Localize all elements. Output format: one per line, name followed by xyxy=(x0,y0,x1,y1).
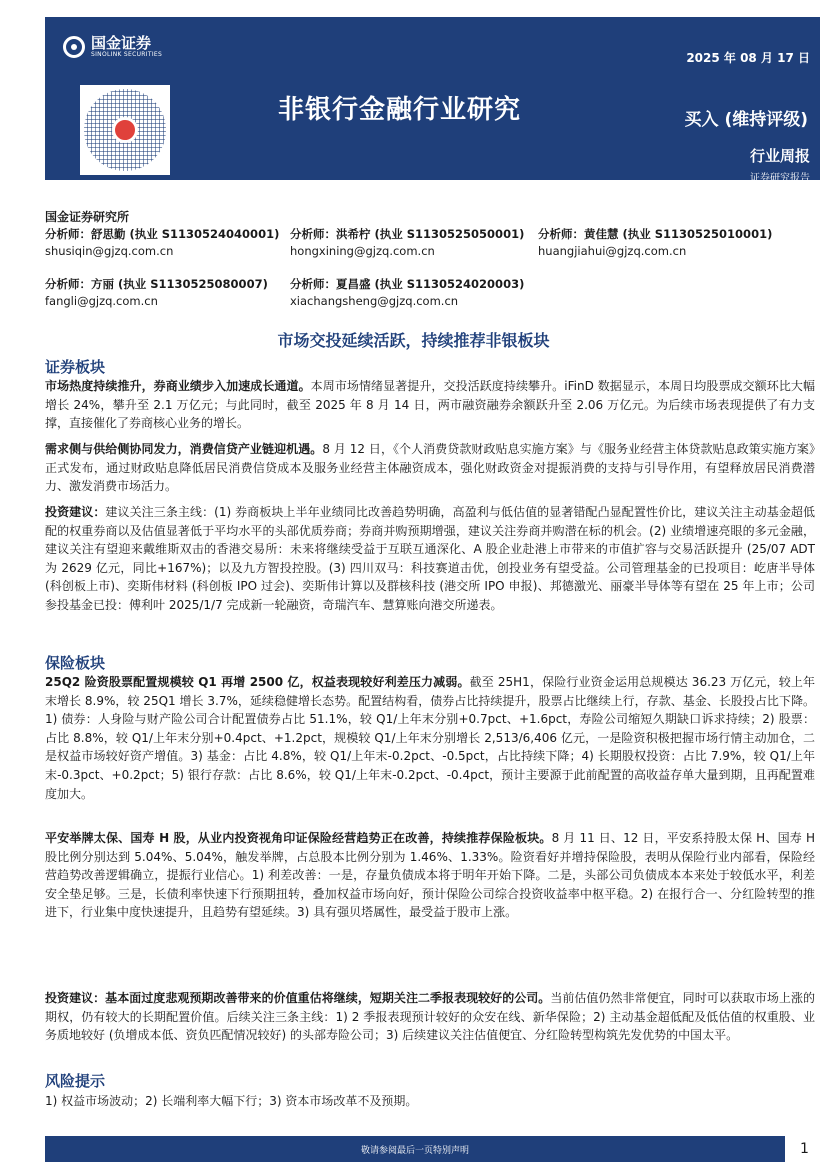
report-header xyxy=(45,17,820,184)
report-date: 2025 年 08 月 17 日 xyxy=(686,51,810,65)
paragraph-lead: 投资建议： xyxy=(45,505,106,519)
paragraph-body: 本周市场情绪显著提升，交投活跃度持续攀升。iFinD 数据显示，本周日均股票成交额环比大幅增长 24%，攀升至 2.1 万亿元；与此同时，截至 2025 年 8 月 14 日，两市融资融券余额跃升至 2.06 万亿元。为后续市场表现提供了有力支撑，直接催化了券商核心业务的增长。 xyxy=(45,379,815,431)
paragraph xyxy=(45,989,815,1045)
paragraph xyxy=(45,440,815,496)
qr-code-icon xyxy=(80,85,170,175)
analyst-name: 分析师：洪希柠 (执业 S1130525050001) xyxy=(290,227,525,241)
paragraph-lead: 平安举牌太保、国寿 H 股，从业内投资视角印证保险经营趋势正在改善，持续推荐保险板块。 xyxy=(45,831,552,845)
section-title-insurance: 保险板块 xyxy=(45,654,106,672)
logo-name-en: SINOLINK SECURITIES xyxy=(91,51,163,58)
section-title-securities: 证券板块 xyxy=(45,358,106,376)
risk-text: 1) 权益市场波动；2) 长端利率大幅下行；3) 资本市场改革不及预期。 xyxy=(45,1094,418,1108)
analyst-email[interactable]: xiachangsheng@gjzq.com.cn xyxy=(290,294,459,308)
paragraph-body: 建议关注三条主线：(1) 券商板块上半年业绩同比改善趋势明确，高盈利与低估值的显著错配凸显配置性价比，建议关注主动基金超低配的权重券商以及估值显著低于平均水平的头部优质券商；券商并购预期增强，建议关注券商并购潜在标的机会。(2) 业绩增速亮眼的多元金融，建议关注有望迎来戴维斯双击的香港交易所：未来将继续受益于互联互通深化、A 股企业赴港上市带来的市值扩容与交易活跃提升 (25/07 ADT 为 2629 亿元，同比+167%)；以及九方智投控股。(3) 四川双马：科技赛道击优，创投业务有望受益。公司管理基金的已投项目：屹唐半导体 (科创板上市)、奕斯伟材料 (科创板 IPO 过会)、奕斯伟计算以及群核科技 (港交所 IPO 申报)、邦德激光、丽豪半导体等有望在 25 年上市；公司参投基金已投：傅利叶 2025/1/7 完成新一轮融资，奇瑞汽车、慧算账向港交所递表。 xyxy=(45,505,815,612)
section-title-risk: 风险提示 xyxy=(45,1072,106,1090)
analyst-card xyxy=(45,226,279,260)
report-type: 行业周报 xyxy=(749,147,810,165)
institute-name: 国金证券研究所 xyxy=(45,210,130,224)
analyst-name: 分析师：黄佳慧 (执业 S1130525010001) xyxy=(538,227,773,241)
paragraph xyxy=(45,503,815,615)
company-logo xyxy=(63,35,162,59)
analyst-email[interactable]: fangli@gjzq.com.cn xyxy=(45,294,158,308)
report-title: 非银行金融行业研究 xyxy=(278,95,522,125)
analyst-name: 分析师：方丽 (执业 S1130525080007) xyxy=(45,277,268,291)
analyst-name: 分析师：夏昌盛 (执业 S1130524020003) xyxy=(290,277,525,291)
analyst-card xyxy=(45,276,268,310)
paragraph-body: 8 月 11 日、12 日，平安系持股太保 H、国寿 H 股比例分别达到 5.04%、5.04%，触发举牌，占总股本比例分别为 1.46%、1.33%。险资看好并增持保险股，表明从保险行业内部看，保险经营趋势改善逻辑确立，提振行业信心。1) 利差改善：一是，存量负债成本将于明年开始下降。二是，头部公司负债成本本来处于较低水平，利差安全垫足够。三是，长债利率快速下行预期扭转，叠加权益市场向好，预计保险公司综合投资收益率中枢平稳。2) 在报行合一、分红险转型的推进下，行业集中度快速提升，且趋势有望延续。3) 具有强贝塔属性，最受益于股市上涨。 xyxy=(45,831,816,920)
paragraph xyxy=(45,673,815,803)
logo-icon xyxy=(63,36,85,58)
paragraph-lead: 需求侧与供给侧协同发力，消费信贷产业链迎机遇。 xyxy=(45,442,323,456)
analyst-card xyxy=(538,226,772,260)
footer-disclaimer[interactable]: 敬请参阅最后一页特别声明 xyxy=(360,1145,469,1156)
analyst-email[interactable]: hongxining@gjzq.com.cn xyxy=(290,244,435,258)
analyst-card xyxy=(290,276,524,310)
analyst-card xyxy=(290,226,524,260)
paragraph-body: 当前估值仍然非常便宜，同时可以获取市场上涨的期权，仍有较大的长期配置价值。后续关注三条主线：1) 2 季报表现预计较好的众安在线、新华保险；2) 主动基金超低配及低估值的权重股、业务质地较好 (负增成本低、资负匹配情况较好) 的头部寿险公司；3) 后续建议关注估值便宜、分红险转型构筑先发优势的中国太平。 xyxy=(45,991,815,1043)
page-number: 1 xyxy=(800,1141,809,1157)
paragraph-lead: 投资建议：基本面过度悲观预期改善带来的价值重估将继续，短期关注二季报表现较好的公司。 xyxy=(45,991,551,1005)
report-subtype: 证券研究报告 xyxy=(750,173,810,184)
rating: 买入 (维持评级) xyxy=(684,110,808,130)
paragraph-lead: 市场热度持续推升，券商业绩步入加速成长通道。 xyxy=(45,379,311,393)
paragraph xyxy=(45,829,815,922)
paragraph-body: 8 月 12 日，《个人消费贷款财政贴息实施方案》与《服务业经营主体贷款贴息政策实施方案》正式发布，通过财政贴息降低居民消费信贷成本及服务业经营主体融资成本，强化财政资金对提振消费的支持与引导作用，有望释放居民消费潜力、激发消费市场活力。 xyxy=(45,442,815,494)
logo-name-cn: 国金证券 xyxy=(91,34,152,52)
report-headline: 市场交投延续活跃，持续推荐非银板块 xyxy=(277,331,550,350)
paragraph-lead: 25Q2 险资股票配置规模较 Q1 再增 2500 亿，权益表现较好利差压力减弱。 xyxy=(45,675,470,689)
analyst-email[interactable]: huangjiahui@gjzq.com.cn xyxy=(538,244,687,258)
paragraph xyxy=(45,377,815,433)
analyst-name: 分析师：舒思勤 (执业 S1130524040001) xyxy=(45,227,280,241)
analyst-email[interactable]: shusiqin@gjzq.com.cn xyxy=(45,244,174,258)
footer-bar xyxy=(45,1136,785,1162)
paragraph-body: 截至 25H1，保险行业资金运用总规模达 36.23 万亿元，较上年末增长 8.9%，较 25Q1 增长 3.7%，延续稳健增长态势。配置结构看，债券占比持续提升，股票占比继续上行，存款、基金、长股投占比下降。1) 债券：人身险与财产险公司合计配置债券占比 51.1%，较 Q1/上年末分别+0.7pct、+1.6pct，寿险公司缩短久期缺口诉求持续；2) 股票：占比 8.8%，较 Q1/上年末分别+0.4pct、+1.2pct，规模较 Q1/上年末分别增长 2,513/6,406 亿元，一是险资积极把握市场行情主动加仓，二是权益市场较好资产增值。3) 基金：占比 4.8%，较 Q1/上年末-0.2pct、-0.5pct，占比持续下降；4) 长期股权投资：占比 7.9%，较 Q1/上年末-0.3pct、+0.2pct；5) 银行存款：占比 8.6%，较 Q1/上年末-0.2pct、-0.4pct，预计主要源于此前配置的高收益存单大量到期，且再配置难度加大。 xyxy=(45,675,815,801)
